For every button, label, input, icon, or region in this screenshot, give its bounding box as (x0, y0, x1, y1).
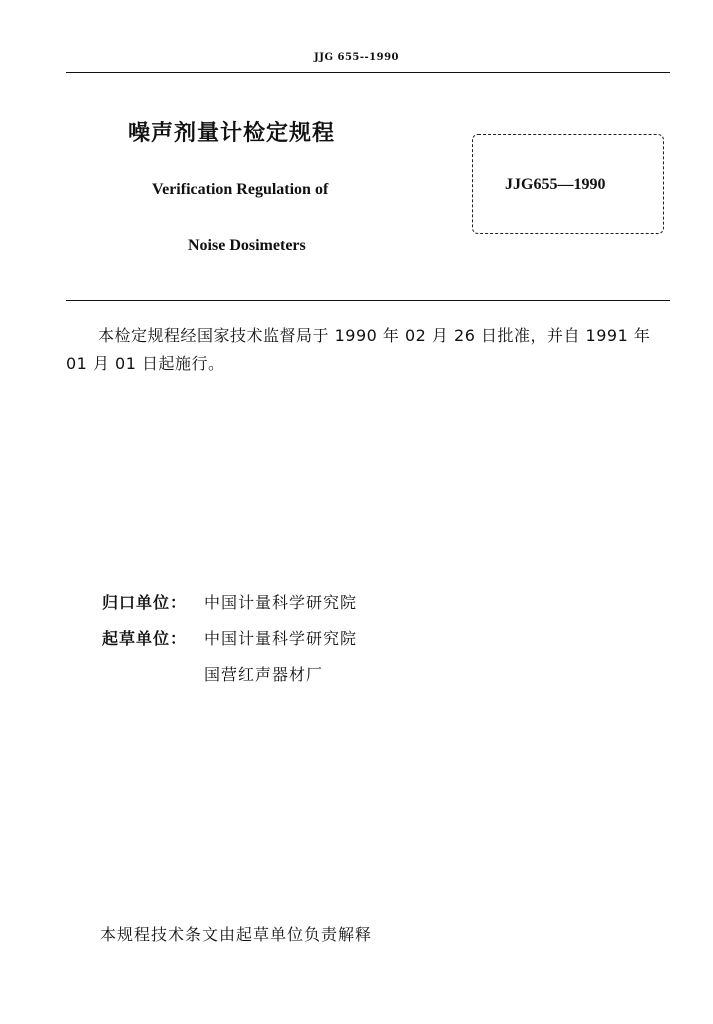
title-english-line-2: Noise Dosimeters (188, 237, 306, 254)
document-code-header: JJG 655--1990 (314, 52, 399, 63)
title-english-line-1: Verification Regulation of (152, 181, 329, 198)
drafting-unit-row (102, 626, 357, 649)
responsible-unit-label: 归口单位： (102, 593, 188, 612)
code-box-number: JJG655—1990 (505, 176, 606, 193)
title-chinese: 噪声剂量计检定规程 (128, 121, 336, 146)
responsible-unit-value: 中国计量科学研究院 (204, 593, 358, 612)
approval-statement: 本检定规程经国家技术监督局于 1990 年 02 月 26 日批准，并自 1991 年 01 月 01 日起施行。 (66, 326, 651, 373)
drafting-unit-value-2: 国营红声器材厂 (204, 665, 324, 684)
top-divider (66, 72, 670, 73)
responsible-unit-row (102, 590, 357, 613)
drafting-unit-row-2 (102, 662, 323, 685)
drafting-unit-label: 起草单位： (102, 629, 188, 648)
middle-divider (66, 300, 670, 301)
interpretation-note: 本规程技术条文由起草单位负责解释 (100, 925, 373, 944)
drafting-unit-value-1: 中国计量科学研究院 (204, 629, 358, 648)
